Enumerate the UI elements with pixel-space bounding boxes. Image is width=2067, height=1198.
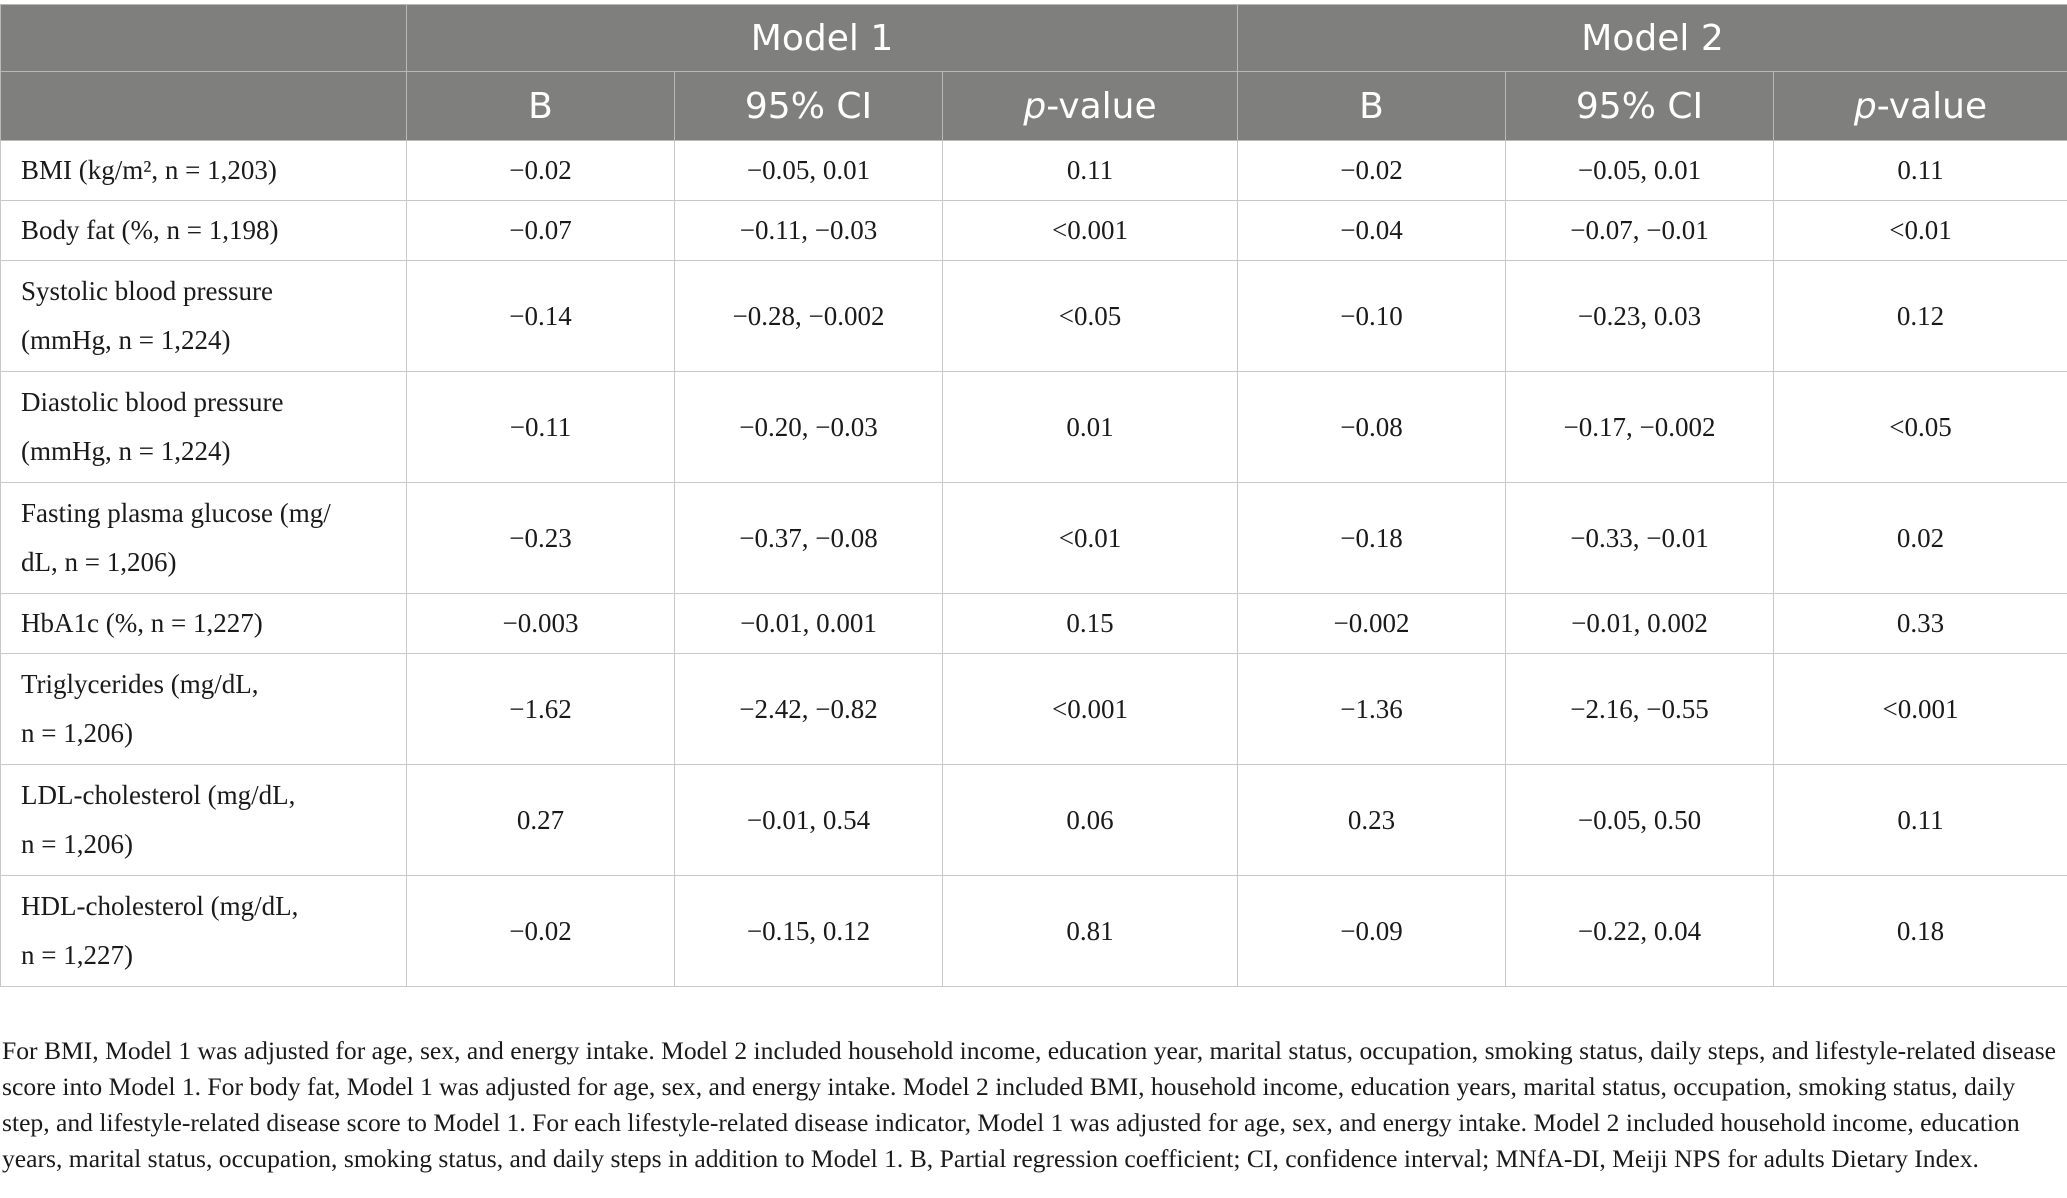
table-header	[1, 5, 2067, 141]
m1-p: <0.05	[943, 261, 1238, 372]
m1-p: <0.001	[943, 654, 1238, 765]
header-sub-row	[1, 72, 2067, 141]
table-row	[1, 261, 2067, 372]
m2-b: −0.18	[1238, 483, 1506, 594]
table-row	[1, 594, 2067, 654]
m2-ci: −0.07, −0.01	[1506, 201, 1774, 261]
m1-p: 0.15	[943, 594, 1238, 654]
header-empty-cell	[1, 5, 407, 72]
m1-ci: −0.28, −0.002	[675, 261, 943, 372]
row-label-bmi: BMI (kg/m², n = 1,203)	[1, 141, 407, 201]
header-model-1: Model 1	[407, 5, 1238, 72]
table-row	[1, 765, 2067, 876]
m1-p: 0.81	[943, 876, 1238, 987]
table-row	[1, 654, 2067, 765]
m1-ci: −0.01, 0.54	[675, 765, 943, 876]
m2-ci: −0.05, 0.01	[1506, 141, 1774, 201]
table-footnote: For BMI, Model 1 was adjusted for age, sex, and energy intake. Model 2 included household income, education year, marital status, occupation, smoking status, daily steps, and lifestyle-related disease score into Model 1. For body fat, Model 1 was adjusted for age, sex, and energy intake. Model 2 included BMI, household income, education years, marital status, occupation, smoking status, daily step, and lifestyle-related disease score to Model 1. For each lifestyle-related disease indicator, Model 1 was adjusted for age, sex, and energy intake. Model 2 included household income, education years, marital status, occupation, smoking status, and daily steps in addition to Model 1. B, Partial regression coefficient; CI, confidence interval; MNfA-DI, Meiji NPS for adults Dietary Index.	[2, 1035, 2057, 1173]
m1-b: −0.07	[407, 201, 675, 261]
m2-ci: −0.17, −0.002	[1506, 372, 1774, 483]
m2-ci: −0.33, −0.01	[1506, 483, 1774, 594]
m2-ci: −0.01, 0.002	[1506, 594, 1774, 654]
header-m2-p	[1774, 72, 2067, 141]
row-label-hba1c: HbA1c (%, n = 1,227)	[1, 594, 407, 654]
m2-p: <0.05	[1774, 372, 2067, 483]
row-label-triglycerides: Triglycerides (mg/dL, n = 1,206)	[1, 654, 407, 765]
header-model-2: Model 2	[1238, 5, 2067, 72]
m1-p: 0.01	[943, 372, 1238, 483]
m1-b: 0.27	[407, 765, 675, 876]
m2-b: 0.23	[1238, 765, 1506, 876]
m2-b: −0.02	[1238, 141, 1506, 201]
m2-p: <0.001	[1774, 654, 2067, 765]
m2-ci: −0.05, 0.50	[1506, 765, 1774, 876]
m1-p: 0.11	[943, 141, 1238, 201]
row-label-systolic-bp: Systolic blood pressure (mmHg, n = 1,224)	[1, 261, 407, 372]
table-body	[1, 141, 2067, 987]
m2-p: 0.12	[1774, 261, 2067, 372]
m1-b: −0.23	[407, 483, 675, 594]
table-row	[1, 483, 2067, 594]
m2-b: −0.04	[1238, 201, 1506, 261]
m1-b: −0.003	[407, 594, 675, 654]
p-italic: p	[1853, 85, 1877, 127]
m1-p: <0.001	[943, 201, 1238, 261]
table-row	[1, 201, 2067, 261]
header-m1-p	[943, 72, 1238, 141]
m1-ci: −0.11, −0.03	[675, 201, 943, 261]
m2-ci: −0.22, 0.04	[1506, 876, 1774, 987]
header-m1-ci: 95% CI	[675, 72, 943, 141]
m2-p: 0.11	[1774, 141, 2067, 201]
row-label-hdl: HDL-cholesterol (mg/dL, n = 1,227)	[1, 876, 407, 987]
m1-ci: −2.42, −0.82	[675, 654, 943, 765]
m1-ci: −0.01, 0.001	[675, 594, 943, 654]
m2-p: <0.01	[1774, 201, 2067, 261]
m2-b: −0.09	[1238, 876, 1506, 987]
m2-ci: −2.16, −0.55	[1506, 654, 1774, 765]
m1-b: −1.62	[407, 654, 675, 765]
row-label-body-fat: Body fat (%, n = 1,198)	[1, 201, 407, 261]
row-label-diastolic-bp: Diastolic blood pressure (mmHg, n = 1,224)	[1, 372, 407, 483]
p-suffix: -value	[1046, 85, 1157, 127]
m2-p: 0.11	[1774, 765, 2067, 876]
results-table	[0, 4, 2067, 987]
table-row	[1, 876, 2067, 987]
header-m2-ci: 95% CI	[1506, 72, 1774, 141]
m2-b: −1.36	[1238, 654, 1506, 765]
table-row	[1, 372, 2067, 483]
m2-b: −0.10	[1238, 261, 1506, 372]
m2-p: 0.18	[1774, 876, 2067, 987]
header-m1-b: B	[407, 72, 675, 141]
row-label-fasting-glucose: Fasting plasma glucose (mg/ dL, n = 1,206)	[1, 483, 407, 594]
p-italic: p	[1023, 85, 1047, 127]
m2-b: −0.002	[1238, 594, 1506, 654]
m1-ci: −0.15, 0.12	[675, 876, 943, 987]
header-m2-b: B	[1238, 72, 1506, 141]
m1-b: −0.02	[407, 141, 675, 201]
m1-ci: −0.05, 0.01	[675, 141, 943, 201]
m2-ci: −0.23, 0.03	[1506, 261, 1774, 372]
m1-p: 0.06	[943, 765, 1238, 876]
m1-ci: −0.37, −0.08	[675, 483, 943, 594]
m2-b: −0.08	[1238, 372, 1506, 483]
p-suffix: -value	[1876, 85, 1988, 127]
table-row	[1, 141, 2067, 201]
m2-p: 0.02	[1774, 483, 2067, 594]
m1-b: −0.14	[407, 261, 675, 372]
header-empty-cell	[1, 72, 407, 141]
m1-b: −0.11	[407, 372, 675, 483]
m2-p: 0.33	[1774, 594, 2067, 654]
m1-ci: −0.20, −0.03	[675, 372, 943, 483]
row-label-ldl: LDL-cholesterol (mg/dL, n = 1,206)	[1, 765, 407, 876]
m1-p: <0.01	[943, 483, 1238, 594]
m1-b: −0.02	[407, 876, 675, 987]
header-group-row	[1, 5, 2067, 72]
